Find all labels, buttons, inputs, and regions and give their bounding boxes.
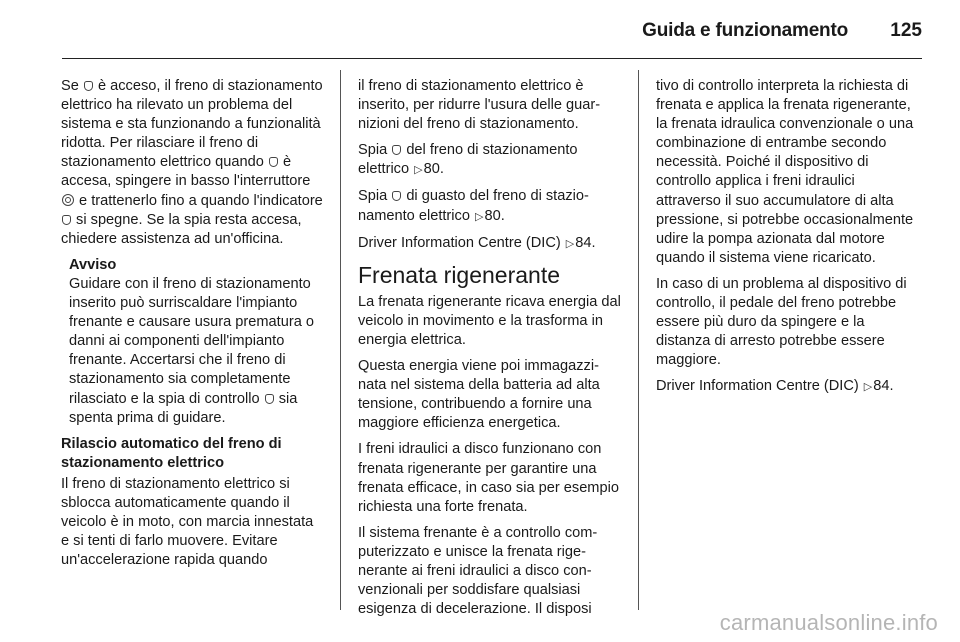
- page-reference[interactable]: 84.: [873, 378, 894, 395]
- column-1: [61, 77, 323, 577]
- page-number: 125: [890, 20, 922, 41]
- page-reference[interactable]: 80.: [484, 207, 505, 224]
- note-text: [69, 275, 323, 428]
- note-title: Avviso: [69, 256, 117, 273]
- text: Spia: [358, 188, 392, 205]
- text: si spegne. Se la spia resta accesa, chiedere assistenza ad un'officina.: [61, 211, 302, 247]
- paragraph: il freno di stazionamento elettrico è inserito, per ridurre l'usura delle guarnizioni del freno di stazionamento.: [358, 78, 601, 133]
- brake-warning-icon: [62, 215, 71, 225]
- text: Guidare con il freno di stazionamento inserito può surriscaldare l'impianto frenante e causare usura prematura o danni ai componenti dell'impianto frenante. Accertarsi che il freno di stazionamento sia completamente rilasciato e la spia di controllo: [69, 275, 314, 407]
- paragraph: I freni idraulici a disco funzionano con frenata rigenerante per garantire una frenata efficace, in caso sia per esempio richiesta una forte frenata.: [358, 441, 619, 515]
- paragraph: In caso di un problema al dispositivo di controllo, il pedale del freno potrebbe essere più duro da spingere e la distanza di arresto potrebbe essere maggiore.: [656, 275, 907, 369]
- text: Driver Information Centre (DIC): [656, 378, 863, 395]
- brake-warning-icon: [269, 157, 278, 167]
- subheading: Rilascio automatico del freno di stazionamento elettrico: [61, 435, 282, 471]
- page-header: [62, 0, 922, 59]
- paragraph: Il sistema frenante è a controllo computerizzato e unisce la frenata rigenerante ai freni idraulici a disco convenzionali per soddisfare qualsiasi esigenza di decelerazione. Il disposi: [358, 524, 598, 618]
- paragraph: [358, 187, 622, 226]
- paragraph: [358, 234, 622, 254]
- reference-arrow-icon: ▷: [475, 210, 484, 223]
- text: è accesa, spingere in basso l'interruttore: [61, 154, 311, 190]
- brake-warning-icon: [392, 145, 401, 155]
- reference-arrow-icon: ▷: [565, 237, 575, 250]
- paragraph: [656, 377, 922, 397]
- paragraph: [358, 141, 622, 180]
- column-3: [656, 77, 922, 405]
- reference-arrow-icon: ▷: [414, 164, 423, 177]
- text: Se: [61, 78, 83, 94]
- section-title: Frenata rigenerante: [358, 261, 561, 288]
- text: è acceso, il freno di stazionamento elettrico ha rilevato un problema del sistema e sta funzionando a funzionalità ridotta. Per rilasciare il freno di stazionamento elettrico quando: [61, 78, 323, 171]
- warning-note: [61, 256, 323, 428]
- brake-warning-icon: [392, 191, 401, 201]
- page-reference[interactable]: 84.: [575, 234, 596, 251]
- paragraph: [61, 77, 323, 249]
- text: sia spenta prima di guidare.: [69, 390, 298, 426]
- paragraph: Il freno di stazionamento elettrico si sblocca automaticamente quando il veicolo è in moto, con marcia innestata e si tenti di farlo muovere. Evitare un'accelerazione rapida quando: [61, 475, 314, 569]
- column-divider: [340, 70, 341, 610]
- text: Spia: [358, 142, 392, 159]
- watermark: carmanualsonline.info: [719, 610, 938, 635]
- page-reference[interactable]: 80.: [423, 161, 444, 178]
- parking-brake-switch-icon: [62, 194, 74, 206]
- brake-warning-icon: [265, 394, 274, 404]
- text: Driver Information Centre (DIC): [358, 234, 565, 251]
- paragraph: La frenata rigenerante ricava energia dal veicolo in movimento e la trasforma in energia elettrica.: [358, 293, 621, 348]
- paragraph: Questa energia viene poi immagazzinata nel sistema della batteria ad alta tensione, contribuendo a fornire una maggiore efficienza energetica.: [358, 358, 600, 432]
- brake-warning-icon: [84, 81, 93, 91]
- reference-arrow-icon: ▷: [863, 381, 873, 394]
- text: del freno di stazionamento elettrico: [358, 142, 578, 178]
- text: e trattenerlo fino a quando l'indicatore: [75, 192, 323, 209]
- paragraph: tivo di controllo interpreta la richiesta di frenata e applica la frenata rigenerante, la frenata idraulica convenzionale o una combinazione di entrambe secondo necessità. Poiché il dispositivo di controllo applica i freni idraulici attraverso il suo accumulatore di alta pressione, si potrebbe occasionalmente udire la pompa azionata dal motore quando il sistema viene ricaricato.: [656, 78, 914, 266]
- column-2: [358, 77, 622, 626]
- column-divider: [638, 70, 639, 610]
- page-title: Guida e funzionamento: [642, 20, 848, 41]
- text: di guasto del freno di stazionamento elettrico: [358, 188, 589, 224]
